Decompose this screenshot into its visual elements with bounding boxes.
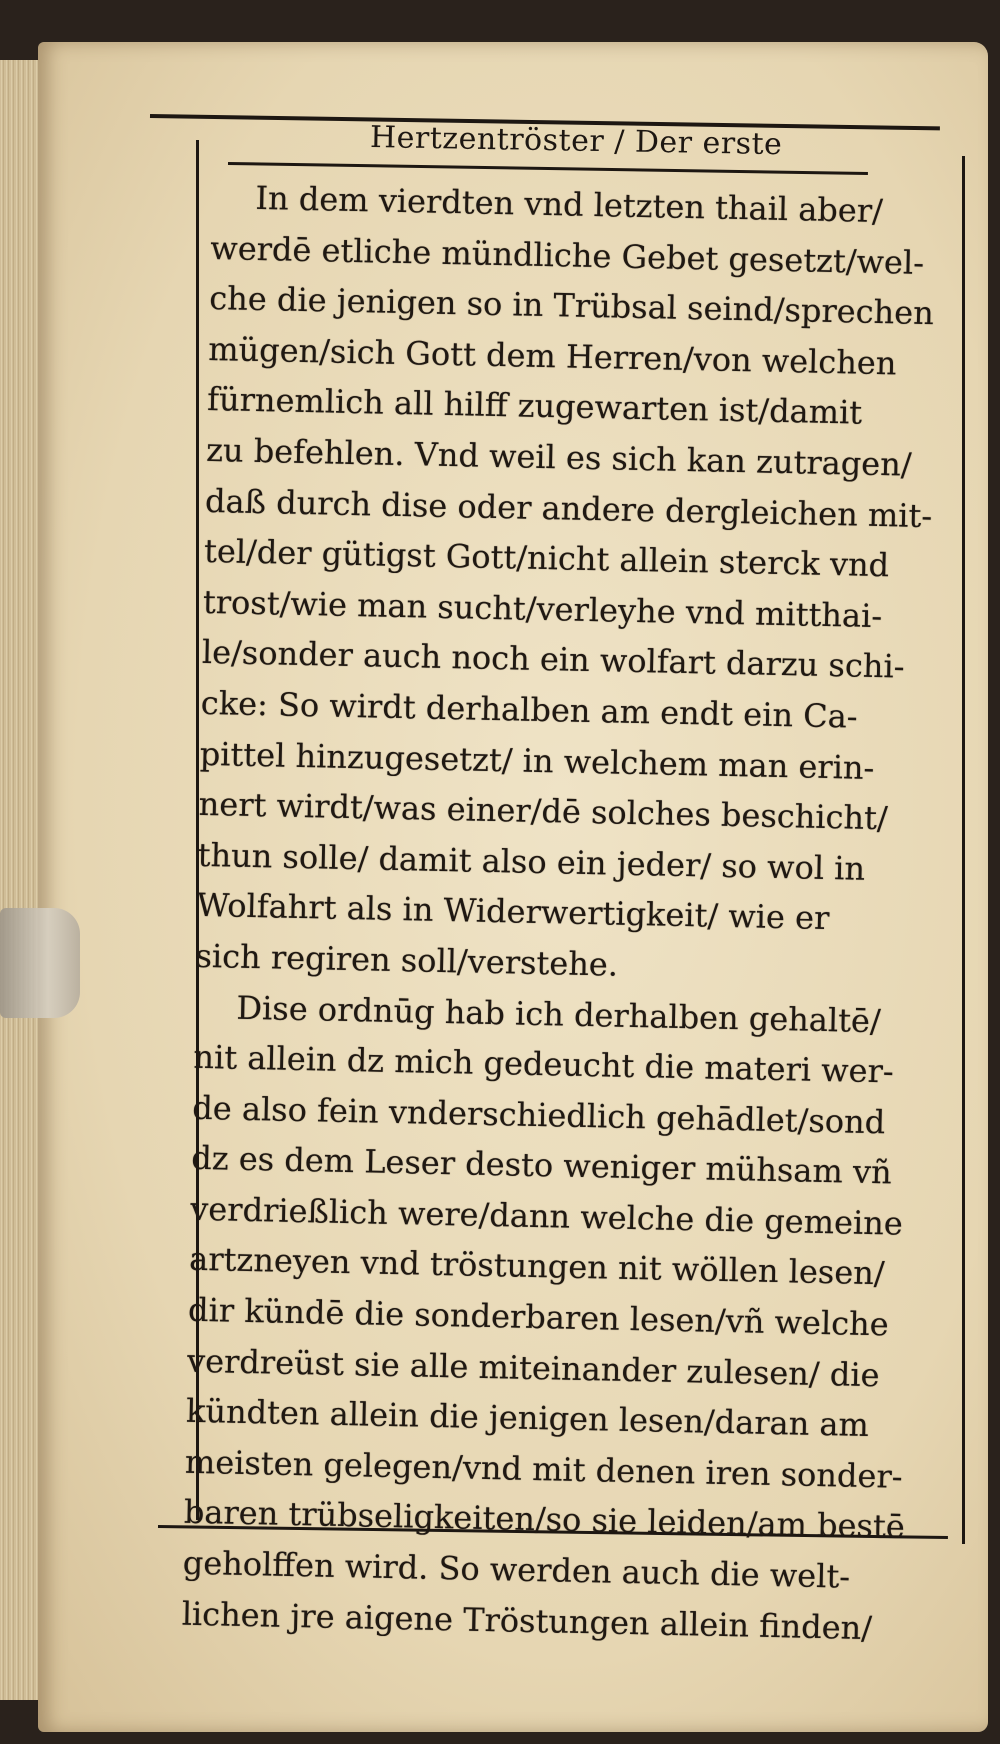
text-line: artzneyen vnd tröstungen nit wöllen lesen/ (188, 1240, 886, 1293)
text-line: tel/der gütigst Gott/nicht allein sterck vnd (203, 532, 890, 585)
text-line: geholffen wird. So werden auch die welt- (182, 1543, 851, 1596)
text-line: verdrießlich were/dann welche die gemeine (189, 1189, 904, 1243)
text-line: werdē etliche mündliche Gebet gesetzt/wel- (210, 228, 925, 282)
paragraph-2 (181, 981, 947, 1654)
text-line: fürnemlich all hilff zugewarten ist/damit (206, 380, 863, 433)
text-line: trost/wie man sucht/verleyhe vnd mitthai- (202, 582, 883, 635)
text-line: daß durch dise oder andere dergleichen mit- (204, 481, 933, 535)
text-line: Dise ordnūg hab ich derhalben gehaltē/ (236, 988, 882, 1040)
text-line: pittel hinzugesetzt/ in welchem man erin- (199, 734, 875, 787)
text-line: In dem vierdten vnd letzten thail aber/ (255, 178, 884, 231)
text-line: sich regiren soll/verstehe. (195, 936, 619, 984)
text-line: meisten gelegen/vnd mit denen iren sonder- (184, 1442, 903, 1496)
text-line: che die jenigen so in Trübsal seind/sprechen (208, 279, 935, 333)
running-head: Hertzentröster / Der erste (369, 119, 783, 163)
text-line: zu befehlen. Vnd weil es sich kan zutragen/ (205, 430, 912, 484)
right-border-rule (962, 156, 965, 1544)
text-line: lichen jre aigene Tröstungen allein finden/ (181, 1594, 873, 1647)
text-line: dir kündē die sonderbaren lesen/vñ welche (187, 1290, 890, 1344)
text-line: nert wirdt/was einer/dē solches beschicht/ (198, 784, 889, 838)
text-line: le/sonder auch noch ein wolfart darzu schi- (201, 633, 905, 686)
text-line: de also fein vnderschiedlich gehādlet/sond (192, 1088, 886, 1141)
text-line: thun solle/ damit also ein jeder/ so wol in (197, 835, 866, 888)
text-block (181, 172, 964, 1655)
text-line: dz es dem Leser desto weniger mühsam vñ (190, 1139, 893, 1192)
paragraph-1 (195, 172, 964, 997)
text-line: kündten allein die jenigen lesen/daran am (185, 1391, 870, 1445)
text-line: Wolfahrt als in Widerwertigkeit/ wie er (196, 886, 830, 938)
text-line: nit allein dz mich gedeucht die materi wer- (193, 1037, 895, 1091)
text-line: baren trübseligkeiten/so sie leiden/am bestē (183, 1493, 906, 1547)
bookmark-tab (0, 908, 80, 1018)
text-line: mügen/sich Gott dem Herren/von welchen (207, 329, 897, 383)
text-line: cke: So wirdt derhalben am endt ein Ca- (200, 683, 858, 736)
text-line: verdreüst sie alle miteinander zulesen/ die (186, 1341, 880, 1394)
